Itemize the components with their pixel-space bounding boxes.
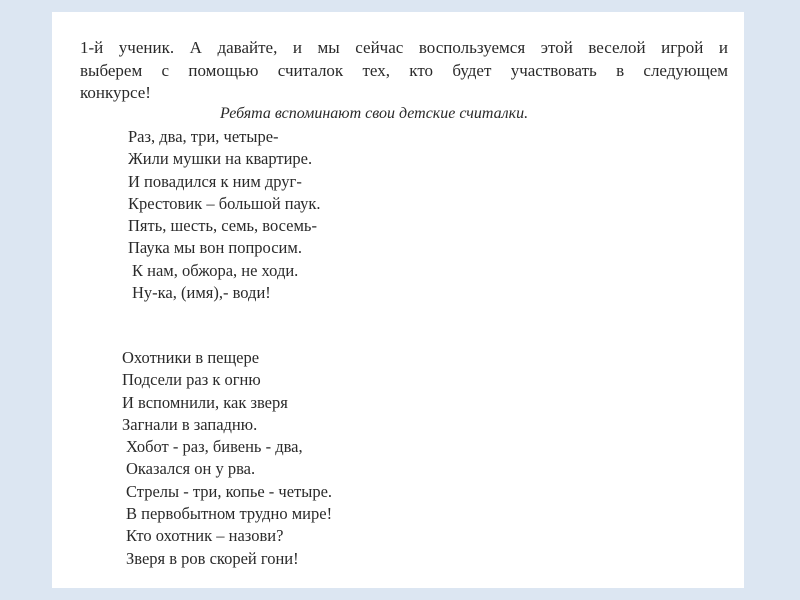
poem-line: Кто охотник – назови?	[126, 526, 284, 546]
poem-line: Пять, шесть, семь, восемь-	[128, 216, 317, 236]
poem-line: К нам, обжора, не ходи.	[132, 260, 299, 280]
poem-line: И повадился к ним друг-	[128, 171, 302, 191]
poem-line: Ну-ка, (имя),- води!	[132, 283, 271, 303]
poem-line: Паука мы вон попросим.	[128, 238, 302, 258]
poem-line: Крестовик – большой паук.	[128, 193, 321, 213]
poem-line: Загнали в западню.	[122, 414, 258, 434]
poem-line: Охотники в пещере	[122, 348, 260, 367]
intro-line: выберем с помощью считалок тех, кто будет участвовать в следующем	[80, 60, 728, 80]
intro-line: 1-й ученик. А давайте, и мы сейчас воспользуемся этой веселой игрой и	[80, 38, 728, 57]
poem-line: И вспомнили, как зверя	[122, 392, 288, 412]
intro-line: конкурсе!	[80, 83, 151, 102]
intro-paragraph	[80, 37, 728, 105]
counting-rhyme-2	[122, 347, 332, 570]
poem-line: Зверя в ров скорей гони!	[126, 548, 299, 568]
poem-line: Подсели раз к огню	[122, 370, 261, 390]
poem-line: Хобот - раз, бивень - два,	[126, 437, 303, 457]
counting-rhyme-1	[128, 126, 321, 304]
poem-line: Раз, два, три, четыре-	[128, 127, 279, 146]
stage-direction: Ребята вспоминают свои детские считалки.	[220, 105, 529, 122]
poem-line: Оказался он у рва.	[126, 459, 256, 479]
poem-line: Жили мушки на квартире.	[128, 149, 313, 169]
document-page	[52, 12, 744, 588]
poem-line: Стрелы - три, копье - четыре.	[126, 481, 333, 501]
poem-line: В первобытном трудно мире!	[126, 504, 333, 524]
